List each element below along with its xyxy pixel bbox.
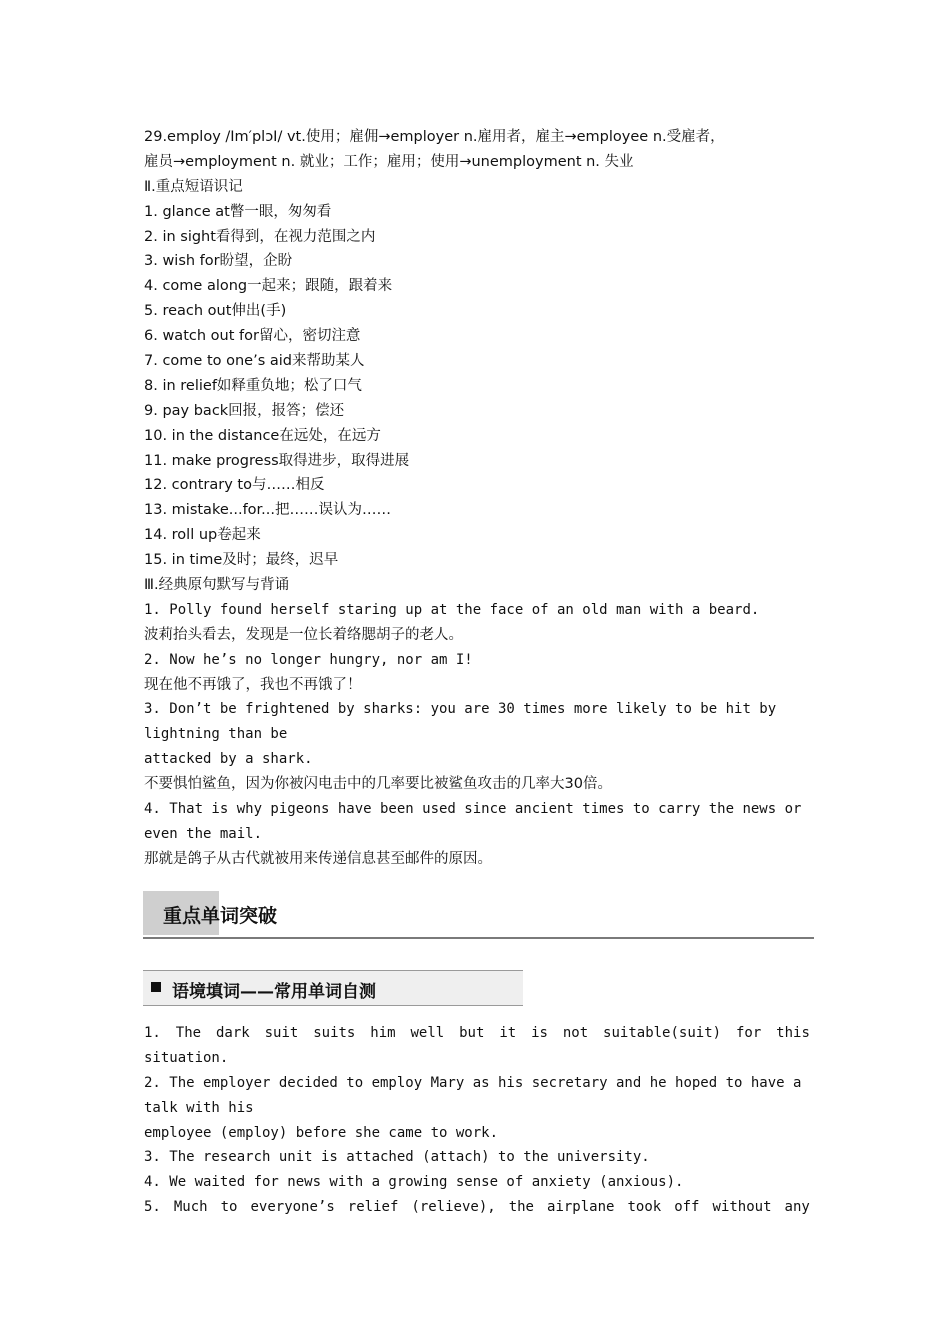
- word: any: [784, 1199, 810, 1216]
- exercise-1-line2: situation.: [144, 1049, 229, 1066]
- phrase-item: 8. in relief如释重负地；松了口气: [144, 377, 362, 394]
- word: him: [370, 1025, 396, 1041]
- exercise-2-line1: 2. The employer decided to employ Mary as his secretary and he hoped to have a: [144, 1074, 802, 1091]
- sentence-3-english-line1: 3. Don’t be frightened by sharks: you are 30 times more likely to be hit by: [144, 701, 777, 718]
- phrase-item: 11. make progress取得进步，取得进展: [144, 452, 410, 469]
- phrase-item: 1. glance at瞥一眼，匆匆看: [144, 203, 332, 220]
- exercise-5-line1: [144, 1195, 810, 1220]
- section-header: [143, 891, 814, 939]
- sentence-3-english-line2: lightning than be: [144, 726, 288, 743]
- phrase-item: 4. come along一起来；跟随，跟着来: [144, 278, 393, 295]
- word: not: [562, 1025, 589, 1041]
- sentence-2-english: 2. Now he’s no longer hungry, nor am I!: [144, 651, 473, 668]
- word: it: [499, 1025, 517, 1041]
- content-top: [144, 125, 810, 872]
- phrase-item: 10. in the distance在远处，在远方: [144, 427, 381, 444]
- vocab-item-29-line2: 雇员→employment n. 就业；工作；雇用；使用→unemployment n. 失业: [144, 153, 634, 170]
- word: (relieve),: [411, 1199, 496, 1216]
- sentence-4-english-line2: even the mail.: [144, 825, 263, 842]
- word: dark: [215, 1025, 250, 1041]
- word: suits: [313, 1025, 356, 1041]
- vocab-item-29-line1: 29.employ /Im′plɔI/ vt.使用；雇佣→employer n.雇用者，雇主→employee n.受雇者，: [144, 129, 725, 145]
- word: suitable(suit): [603, 1025, 722, 1041]
- sentence-4-english-line1: 4. That is why pigeons have been used since ancient times to carry the news or: [144, 801, 802, 818]
- phrase-item: 14. roll up卷起来: [144, 527, 261, 544]
- word: 5.: [144, 1199, 161, 1216]
- content-exercises: [144, 1021, 810, 1220]
- exercise-3: 3. The research unit is attached (attach) to the university.: [144, 1149, 650, 1166]
- sentence-1-chinese: 波莉抬头看去，发现是一位长着络腮胡子的老人。: [144, 626, 463, 643]
- word: everyone’s: [250, 1199, 335, 1216]
- word: but: [459, 1025, 485, 1041]
- phrase-item: 6. watch out for留心，密切注意: [144, 328, 361, 345]
- word: The: [175, 1025, 202, 1041]
- sentence-3-chinese: 不要惧怕鲨鱼，因为你被闪电击中的几率要比被鲨鱼攻击的几率大30倍。: [144, 776, 612, 793]
- exercise-4: 4. We waited for news with a growing sense of anxiety (anxious).: [144, 1174, 684, 1191]
- word: airplane: [547, 1199, 615, 1216]
- phrase-item: 9. pay back回报，报答；偿还: [144, 402, 345, 419]
- subsection-header: [143, 970, 523, 1006]
- phrase-item: 12. contrary to与……相反: [144, 477, 325, 494]
- word: for: [735, 1025, 762, 1041]
- word: is: [531, 1025, 548, 1041]
- exercise-1-line1: [144, 1021, 810, 1046]
- word: this: [776, 1025, 810, 1041]
- sentence-2-chinese: 现在他不再饿了，我也不再饿了！: [144, 676, 362, 693]
- sentence-3-english-line3: attacked by a shark.: [144, 751, 313, 768]
- word: to: [220, 1199, 238, 1216]
- word: 1.: [144, 1025, 161, 1041]
- phrases-heading: Ⅱ.重点短语识记: [144, 178, 243, 195]
- word: suit: [264, 1025, 299, 1041]
- sentences-heading: Ⅲ.经典原句默写与背诵: [144, 577, 290, 594]
- word: the: [508, 1199, 534, 1216]
- section-title: 重点单词突破: [163, 905, 278, 927]
- exercise-2-line3: employee (employ) before she came to work.: [144, 1124, 499, 1141]
- sentence-4-chinese: 那就是鸽子从古代就被用来传递信息甚至邮件的原因。: [144, 850, 492, 867]
- exercise-2-line2: talk with his: [144, 1099, 254, 1116]
- sentence-1-english: 1. Polly found herself staring up at the face of an old man with a beard.: [144, 601, 760, 618]
- phrase-item: 13. mistake...for...把……误认为……: [144, 502, 392, 519]
- phrase-item: 7. come to one’s aid来帮助某人: [144, 353, 365, 370]
- square-bullet-icon: [151, 982, 161, 992]
- word: Much: [173, 1199, 208, 1216]
- subsection-title: 语境填词——常用单词自测: [172, 982, 376, 1002]
- word: without: [712, 1199, 772, 1216]
- phrase-item: 15. in time及时；最终，迟早: [144, 552, 339, 569]
- word: relief: [347, 1199, 399, 1216]
- word: off: [674, 1199, 700, 1216]
- phrase-item: 3. wish for盼望，企盼: [144, 253, 293, 270]
- word: took: [627, 1199, 662, 1216]
- phrase-item: 2. in sight看得到，在视力范围之内: [144, 228, 376, 245]
- word: well: [410, 1025, 445, 1041]
- phrase-item: 5. reach out伸出(手): [144, 303, 287, 320]
